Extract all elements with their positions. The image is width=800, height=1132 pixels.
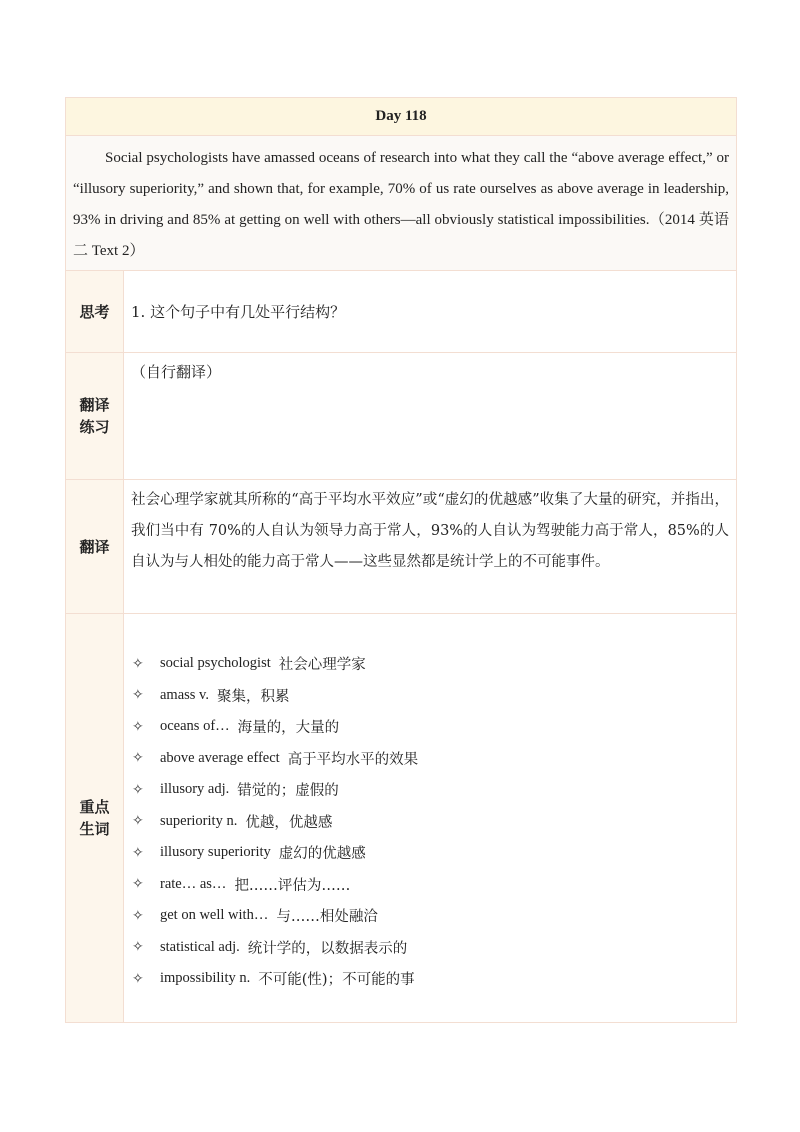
vocab-meaning: 错觉的；虚假的: [237, 783, 339, 800]
vocab-meaning: 高于平均水平的效果: [287, 751, 419, 768]
vocab-meaning: 优越，优越感: [245, 814, 333, 831]
think-label: [66, 271, 124, 352]
vocab-item: [132, 774, 736, 806]
vocab-item: [132, 648, 736, 680]
vocab-item: [132, 837, 736, 869]
study-sheet-table: [65, 97, 737, 1023]
diamond-bullet-icon: ✧: [132, 750, 144, 767]
vocab-term: superiority n.: [160, 812, 238, 829]
vocab-meaning: 统计学的，以数据表示的: [247, 940, 408, 957]
passage-row: [66, 135, 736, 270]
vocab-term: amass v.: [160, 686, 209, 703]
vocab-meaning: 把……评估为……: [234, 877, 351, 894]
vocab-meaning: 海量的，大量的: [237, 720, 340, 737]
vocab-term: illusory superiority: [160, 844, 271, 861]
translation-label-text: 翻译: [79, 537, 110, 556]
vocab-term: illusory adj.: [160, 781, 230, 798]
vocab-list: [132, 648, 736, 995]
vocab-term: above average effect: [160, 749, 280, 766]
practice-label-line2: 练习: [79, 418, 110, 436]
vocab-item: [132, 900, 736, 932]
think-label-text: 思考: [79, 302, 110, 321]
vocab-item: [132, 743, 736, 775]
practice-label: [66, 353, 124, 479]
vocab-item: [132, 869, 736, 901]
diamond-bullet-icon: ✧: [132, 655, 144, 672]
vocab-label-line2: 生词: [79, 820, 110, 838]
diamond-bullet-icon: ✧: [132, 876, 144, 893]
vocab-meaning: 虚幻的优越感: [278, 846, 366, 863]
vocab-item: [132, 963, 736, 995]
vocab-meaning: 社会心理学家: [278, 657, 366, 674]
day-title: Day 118: [375, 108, 427, 124]
day-title-row: [66, 98, 736, 135]
vocab-meaning: 不可能(性)；不可能的事: [258, 972, 415, 989]
diamond-bullet-icon: ✧: [132, 781, 144, 798]
diamond-bullet-icon: ✧: [132, 687, 144, 704]
diamond-bullet-icon: ✧: [132, 907, 144, 924]
practice-placeholder: （自行翻译）: [131, 363, 222, 381]
diamond-bullet-icon: ✧: [132, 939, 144, 956]
practice-label-line1: 翻译: [79, 396, 110, 414]
vocab-term: oceans of…: [160, 718, 230, 735]
vocab-item: [132, 680, 736, 712]
diamond-bullet-icon: ✧: [132, 844, 144, 861]
diamond-bullet-icon: ✧: [132, 718, 144, 735]
diamond-bullet-icon: ✧: [132, 813, 144, 830]
vocab-term: impossibility n.: [160, 970, 251, 987]
vocab-item: [132, 932, 736, 964]
translation-label: [66, 480, 124, 613]
vocab-label-line1: 重点: [79, 798, 110, 816]
vocab-term: rate… as…: [160, 875, 227, 892]
translation-text: 社会心理学家就其所称的“高于平均水平效应”或“虚幻的优越感”收集了大量的研究，并指出，我们当中有 70%的人自认为领导力高于常人，93%的人自认为驾驶能力高于常人，85%的人自认为与人相处的能力高于常人——这些显然都是统计学上的不可能事件。: [131, 492, 729, 570]
vocab-row: [66, 613, 736, 1022]
translation-row: [66, 479, 736, 613]
vocab-item: [132, 806, 736, 838]
vocab-term: get on well with…: [160, 907, 269, 924]
vocab-label: [66, 614, 124, 1022]
practice-row: [66, 352, 736, 479]
vocab-term: social psychologist: [160, 655, 271, 672]
vocab-meaning: 与……相处融洽: [276, 909, 378, 926]
english-passage: Social psychologists have amassed oceans of research into what they call the “above average effect,” or “illusory superiority,” and shown that, for example, 70% of us rate ourselves as above average in leadership, 93% in driving and 85% at getting on well with others—all obviously statistical impossibilities.（2014 英语二 Text 2）: [73, 150, 729, 259]
think-row: [66, 270, 736, 352]
vocab-item: [132, 711, 736, 743]
think-question: 1. 这个句子中有几处平行结构？: [131, 303, 346, 321]
vocab-term: statistical adj.: [160, 938, 240, 955]
vocab-meaning: 聚集，积累: [217, 688, 290, 705]
diamond-bullet-icon: ✧: [132, 970, 144, 987]
vocab-content: [124, 614, 736, 1022]
